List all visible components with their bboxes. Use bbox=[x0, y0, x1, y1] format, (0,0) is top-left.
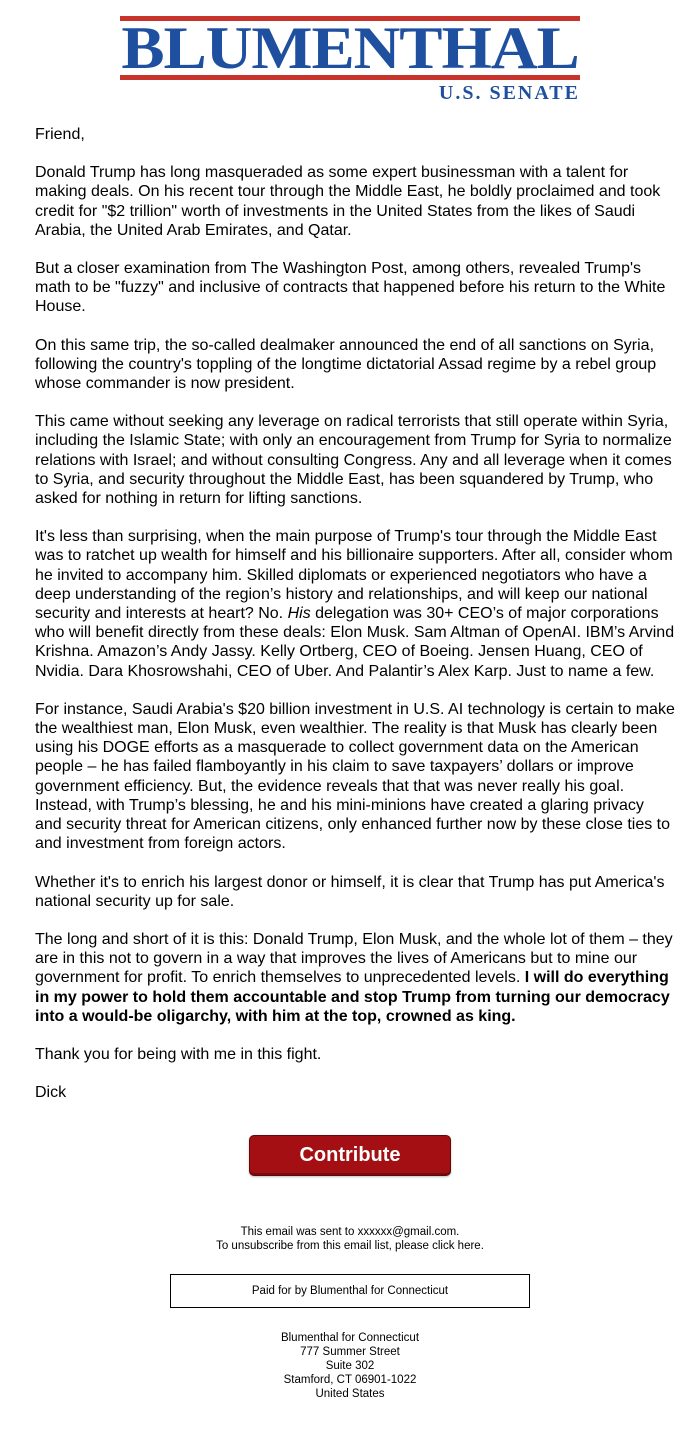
paragraph-7: Whether it's to enrich his largest donor or himself, it is clear that Trump has put America's national security up for sale. bbox=[35, 873, 665, 910]
sent-to-line bbox=[0, 1225, 700, 1239]
paragraph-6: For instance, Saudi Arabia's $20 billion investment in U.S. AI technology is certain to make the wealthiest man, Elon Musk, even wealthier. The reality is that Musk has clearly been using his DOGE efforts as a masquerade to collect government data on the American people – he has failed flamboyantly in his claim to save taxpayers’ dollars or improve government efficiency. But, the evidence reveals that that was never really his goal. Instead, with Trump’s blessing, he and his mini-minions have created a glaring privacy and security threat for American citizens, only enhanced further now by these close ties to and investment from foreign actors. bbox=[35, 700, 675, 853]
paragraph-5-text-b: delegation was 30+ CEO’s of major corporations who will benefit directly from these deals: Elon Musk. Sam Altman of OpenAI. IBM’s Arvind Krishna. Amazon’s Andy Jassy. Kelly Ortberg, CEO of Boeing. Jensen Huang, CEO of Nvidia. Dara Khosrowshahi, CEO of Uber. And Palantir’s Alex Karp. Just to name a few. bbox=[35, 605, 675, 680]
paragraph-8-bold-pledge: I will do everything in my power to hold them accountable and stop Trump from turning our democracy into a would-be oligarchy, with him at the top, crowned as king. bbox=[35, 969, 670, 1025]
logo-subtitle: U.S. SENATE bbox=[438, 82, 580, 104]
paragraph-4: This came without seeking any leverage on radical terrorists that still operate within Syria, including the Islamic State; with only an encouragement from Trump for Syria to normalize relations with Israel; and without consulting Congress. Any and all leverage when it comes to Syria, and security throughout the Middle East, has been squandered by Trump, who asked for nothing in return for lifting sanctions. bbox=[35, 413, 672, 508]
contribute-button[interactable]: Contribute bbox=[249, 1135, 451, 1176]
address-country: United States bbox=[315, 1388, 385, 1400]
paragraph-8-text: The long and short of it is this: Donald Trump, Elon Musk, and the whole lot of them – they are in this not to govern in a way that improves the lives of Americans but to mine our government for profit. To enrich themselves to unprecedented levels. bbox=[35, 930, 673, 987]
address-org: Blumenthal for Connecticut bbox=[280, 1332, 420, 1344]
sent-to-suffix: . bbox=[456, 1226, 460, 1238]
unsubscribe-suffix: . bbox=[480, 1240, 484, 1252]
sent-to-prefix: This email was sent to bbox=[240, 1226, 358, 1238]
paragraph-5 bbox=[35, 527, 675, 681]
paragraph-5-emphasis: His bbox=[287, 605, 311, 623]
recipient-email-link[interactable]: xxxxxx@gmail.com bbox=[357, 1226, 457, 1238]
letter-body bbox=[35, 125, 675, 1121]
greeting: Friend, bbox=[35, 126, 85, 143]
paid-for-disclaimer: Paid for by Blumenthal for Connecticut bbox=[170, 1274, 530, 1308]
paragraph-5-text-a: It's less than surprising, when the main purpose of Trump's tour through the Middle East was to ratchet up wealth for himself and his billionaire supporters. After all, consider whom he invited to accompany him. Skilled diplomats or experienced negotiators who have a deep understanding of the region’s history and relationships, and will keep our national security and interests at heart? No. bbox=[35, 528, 673, 623]
unsubscribe-line bbox=[0, 1239, 700, 1253]
address-city: Stamford, CT 06901-1022 bbox=[283, 1374, 417, 1386]
address-suite: Suite 302 bbox=[325, 1360, 375, 1372]
paragraph-3: On this same trip, the so-called dealmaker announced the end of all sanctions on Syria, following the country's toppling of the longtime dictatorial Assad regime by a rebel group whose commander is now president. bbox=[35, 336, 657, 393]
email-notice bbox=[0, 1225, 700, 1253]
logo-name: BLUMENTHAL bbox=[121, 15, 579, 81]
mailing-address bbox=[0, 1331, 700, 1401]
senate-logo-header bbox=[120, 14, 580, 104]
contribute-button-wrap bbox=[249, 1135, 451, 1176]
signature: Dick bbox=[35, 1084, 67, 1102]
paragraph-2: But a closer examination from The Washington Post, among others, revealed Trump's math to be "fuzzy" and inclusive of contracts that happened before his return to the White House. bbox=[35, 260, 666, 316]
paragraph-1: Donald Trump has long masqueraded as some expert businessman with a talent for making deals. On his recent tour through the Middle East, he boldly proclaimed and took credit for "$2 trillion" worth of investments in the United States from the likes of Saudi Arabia, the United Arab Emirates, and Qatar. bbox=[35, 164, 661, 239]
paragraph-8 bbox=[35, 930, 675, 1026]
unsubscribe-prefix: To unsubscribe from this email list, please bbox=[216, 1240, 433, 1252]
unsubscribe-link[interactable]: click here bbox=[432, 1240, 481, 1252]
address-street: 777 Summer Street bbox=[300, 1346, 400, 1358]
closing-line: Thank you for being with me in this fight. bbox=[35, 1045, 322, 1063]
